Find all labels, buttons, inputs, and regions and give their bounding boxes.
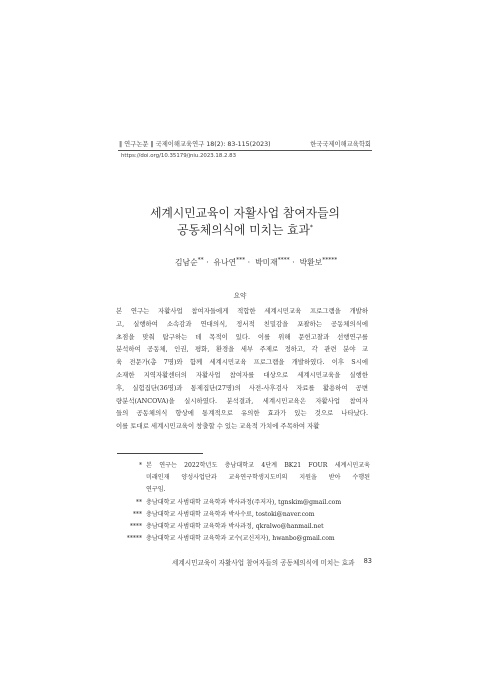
footnote-author <box>116 509 370 521</box>
author-mark: *** <box>236 256 246 264</box>
author-list: 김남순** · 유나연*** · 박미재**** · 박환보***** <box>175 256 338 267</box>
header-rule <box>118 150 372 151</box>
page-number: 83 <box>363 557 372 565</box>
doi-link[interactable]: https://doi.org/10.35179/jniu.2023.18.2.83 <box>121 153 236 159</box>
footnote-mark: *** <box>132 510 142 518</box>
journal-header <box>119 139 371 148</box>
abstract-line: 고, 실행하여 소속감과 연대의식, 정서적 친밀감을 포괄하는 공동체의식에 <box>116 319 368 328</box>
abstract-line: 이를 토대로 세계시민교육이 창출할 수 있는 교육적 가치에 주목하여 자활 <box>116 422 320 431</box>
abstract-line: 초점을 맞춰 탐구하는 데 목적이 있다. 이를 위해 문헌고찰과 선행연구를 <box>116 332 368 341</box>
abstract-line: 소재한 지역자활센터의 자활사업 참여자를 대상으로 세계시민교육을 실행한 <box>116 370 368 379</box>
footnote-author <box>116 521 370 533</box>
title-footnote-mark: * <box>309 224 313 232</box>
abstract-line: 량분석(ANCOVA)을 실시하였다. 분석결과, 세계시민교육은 자활사업 참여자 <box>116 396 368 405</box>
footnote-line: 본 연구는 2022학년도 충남대학교 4단계 BK21 FOUR 세계시민교육 <box>146 462 370 469</box>
journal-citation: ‖ 연구논문 ‖ 국제이해교육연구 18(2): 83-115(2023) <box>119 141 271 148</box>
footnote-mark: **** <box>129 522 142 530</box>
author-mark: **** <box>277 256 290 264</box>
footnote-line: 미래인재 양성사업단과 교육연구학생지도비의 지원을 받아 수행된 <box>146 474 370 482</box>
abstract-line: 본 연구는 자활사업 참여자들에게 적합한 세계시민교육 프로그램을 개발하 <box>116 307 368 315</box>
abstract-heading: 요약 <box>233 292 247 300</box>
abstract-line: 들의 공동체의식 향상에 통계적으로 유의한 효과가 있는 것으로 나타났다. <box>116 409 368 418</box>
author-name: 박환보 <box>299 258 323 267</box>
footnotes <box>116 460 370 545</box>
abstract-line: 분석하여 공동체, 인권, 평화, 환경을 세부 주제로 정하고, 각 관련 분야 교 <box>116 345 368 354</box>
footnote-line: 연구임. <box>146 486 166 494</box>
abstract-line: 후, 실험집단(36명)과 통제집단(27명)의 사전-사후검사 자료를 활용하여 공변 <box>116 383 368 392</box>
author-mark: ** <box>197 256 204 264</box>
author-name: 박미재 <box>255 258 278 267</box>
footnote-mark: * <box>138 462 142 469</box>
paper-title-line-2 <box>110 221 380 238</box>
page-footer <box>172 557 372 567</box>
footnote-line: 충남대학교 사범대학 교육학과 교수(교신저자), hwanbo@gmail.com <box>146 535 335 543</box>
footnote-author <box>116 497 370 509</box>
running-title: 세계시민교육이 자활사업 참여자들의 공동체의식에 미치는 효과 <box>172 559 355 567</box>
society-name: 한국국제이해교육학회 <box>310 141 371 148</box>
footnote-mark: ** <box>135 498 142 506</box>
footnote-author <box>116 533 370 545</box>
footnote-mark: ***** <box>126 535 142 543</box>
abstract-body <box>116 305 368 433</box>
author-name: 유나연 <box>213 258 237 267</box>
footnote-line: 충남대학교 사범대학 교육학과 박사수료, tostoki@naver.com <box>146 510 315 518</box>
paper-title-line-1: 세계시민교육이 자활사업 참여자들의 <box>150 206 340 220</box>
footnote-line: 충남대학교 사범대학 교육학과 박사과정, qkralwo@hanmail.net <box>146 522 324 530</box>
author-mark: ***** <box>322 256 338 264</box>
paper-title-text: 공동체의식에 미치는 효과 <box>177 223 310 237</box>
abstract-line: 육 전문가(총 7명)와 함께 세계시민교육 프로그램을 개발하였다. 이후 S시에 <box>116 358 368 367</box>
author-name: 김남순 <box>175 258 198 267</box>
footnote-line: 충남대학교 사범대학 교육학과 박사과정(주저자), tgnskim@gmail.com <box>146 498 342 506</box>
footnote-rule <box>117 453 203 454</box>
footnote-funding <box>116 460 370 497</box>
